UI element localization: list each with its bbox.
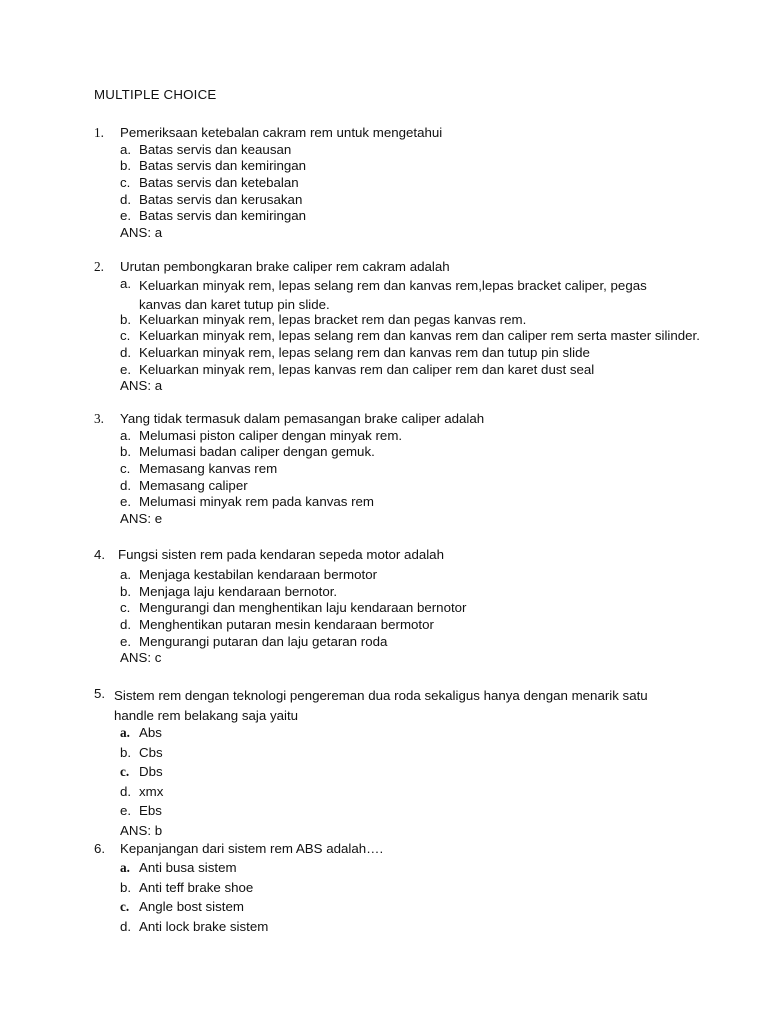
option-text: Memasang kanvas rem [139, 461, 278, 477]
option-text: Anti teff brake shoe [139, 879, 254, 895]
option-list [120, 725, 162, 843]
option-text: Anti lock brake sistem [139, 918, 269, 934]
option-letter: c. [120, 899, 130, 915]
option-letter: d. [120, 477, 132, 493]
question-text: Kepanjangan dari sistem rem ABS adalah…. [120, 841, 384, 856]
option-a [120, 141, 292, 159]
option-text: xmx [139, 783, 164, 799]
answer-key: ANS: b [120, 822, 163, 838]
option-e [120, 803, 162, 823]
option-letter: b. [120, 879, 132, 895]
option-letter: d. [120, 191, 132, 207]
answer-key: ANS: a [120, 225, 163, 241]
question-text: Yang tidak termasuk dalam pemasangan brake caliper adalah [120, 411, 485, 426]
option-c [120, 461, 278, 478]
option-letter: e. [120, 494, 132, 510]
option-text: Keluarkan minyak rem, lepas selang rem dan kanvas rem,lepas bracket caliper, pegas kanvas dan karet tutup pin slide. [139, 277, 647, 312]
question-number: 2. [94, 259, 104, 274]
option-letter: a. [120, 275, 132, 291]
answer-key: ANS: e [120, 511, 163, 527]
option-e [120, 361, 595, 379]
option-e [120, 633, 388, 651]
option-a [120, 725, 162, 745]
option-c [120, 764, 162, 784]
option-text: Angle bost sistem [139, 899, 244, 915]
question-number: 5. [94, 686, 106, 701]
option-letter: d. [120, 617, 132, 633]
option-text: Keluarkan minyak rem, lepas bracket rem dan pegas kanvas rem. [139, 311, 527, 327]
option-a [120, 275, 647, 312]
question-text: Urutan pembongkaran brake caliper rem cakram adalah [120, 259, 450, 274]
option-letter: e. [120, 633, 132, 649]
answer-key: ANS: a [120, 378, 163, 394]
option-d [120, 191, 303, 209]
option-d [120, 784, 162, 804]
option-letter: b. [120, 744, 132, 760]
option-letter: e. [120, 803, 132, 819]
option-text: Menghentikan putaran mesin kendaraan bermotor [139, 617, 434, 633]
option-letter: a. [120, 860, 130, 875]
option-letter: b. [120, 311, 132, 327]
option-d [120, 477, 248, 495]
option-letter: b. [120, 158, 132, 174]
option-text: Batas servis dan kerusakan [139, 191, 303, 207]
option-letter: a. [120, 427, 132, 443]
option-letter: a. [120, 567, 132, 582]
option-letter: c. [120, 600, 131, 616]
question-number: 1. [94, 125, 104, 140]
option-text: Melumasi piston caliper dengan minyak rem. [139, 427, 403, 443]
option-letter: e. [120, 208, 132, 224]
option-letter: c. [120, 328, 131, 344]
option-b [120, 583, 338, 601]
option-b [120, 444, 375, 461]
option-list [120, 567, 467, 667]
answer-key: ANS: c [120, 650, 162, 666]
option-d [120, 617, 434, 634]
option-e [120, 208, 307, 225]
option-c [120, 328, 700, 345]
option-text: Dbs [139, 764, 163, 780]
option-letter: d. [120, 345, 132, 361]
option-text: Anti busa sistem [139, 860, 237, 875]
option-text: Batas servis dan ketebalan [139, 175, 299, 191]
option-d [120, 345, 590, 362]
option-c [120, 600, 467, 617]
option-letter: a. [120, 725, 130, 740]
option-text: Melumasi minyak rem pada kanvas rem [139, 494, 374, 510]
option-list [120, 141, 307, 242]
option-letter: c. [120, 175, 131, 191]
option-text: Abs [139, 725, 162, 740]
option-text: Batas servis dan kemiringan [139, 158, 307, 174]
option-text: Melumasi badan caliper dengan gemuk. [139, 444, 375, 460]
option-b [120, 311, 527, 329]
option-a [120, 427, 403, 445]
question-number: 6. [94, 841, 106, 856]
option-a [120, 567, 378, 584]
section-heading: MULTIPLE CHOICE [94, 87, 217, 102]
option-list [120, 275, 700, 395]
option-text: Mengurangi dan menghentikan laju kendaraan bernotor [139, 600, 467, 616]
option-text: Menjaga laju kendaraan bernotor. [139, 583, 338, 599]
option-letter: d. [120, 918, 132, 934]
option-b [120, 745, 162, 765]
option-text: Keluarkan minyak rem, lepas selang rem dan kanvas rem dan caliper rem serta master silinder. [139, 328, 700, 344]
option-text: Ebs [139, 803, 162, 819]
option-letter: e. [120, 361, 132, 377]
option-c [120, 175, 299, 192]
option-letter: b. [120, 583, 132, 599]
option-b [120, 158, 307, 175]
option-text: Memasang caliper [139, 477, 248, 493]
option-text: Keluarkan minyak rem, lepas kanvas rem dan caliper rem dan karet dust seal [139, 361, 595, 377]
option-letter: d. [120, 783, 132, 799]
question-text: Fungsi sisten rem pada kendaran sepeda motor adalah [118, 547, 444, 562]
question-number: 3. [94, 411, 104, 426]
option-list [120, 427, 403, 528]
option-letter: b. [120, 444, 132, 460]
option-text: Menjaga kestabilan kendaraan bermotor [139, 567, 378, 582]
option-text: Batas servis dan keausan [139, 141, 292, 157]
question-text: Sistem rem dengan teknologi pengereman dua roda sekaligus hanya dengan menarik satu handle rem belakang saja yaitu [114, 688, 648, 723]
option-letter: c. [120, 764, 130, 780]
option-e [120, 494, 374, 511]
option-text: Mengurangi putaran dan laju getaran roda [139, 633, 388, 649]
question-number: 4. [94, 547, 106, 562]
option-text: Batas servis dan kemiringan [139, 208, 307, 224]
option-text: Cbs [139, 744, 163, 760]
question-text: Pemeriksaan ketebalan cakram rem untuk mengetahui [120, 125, 443, 140]
option-letter: c. [120, 461, 131, 477]
option-text: Keluarkan minyak rem, lepas selang rem dan kanvas rem dan tutup pin slide [139, 345, 590, 361]
option-letter: a. [120, 141, 132, 157]
